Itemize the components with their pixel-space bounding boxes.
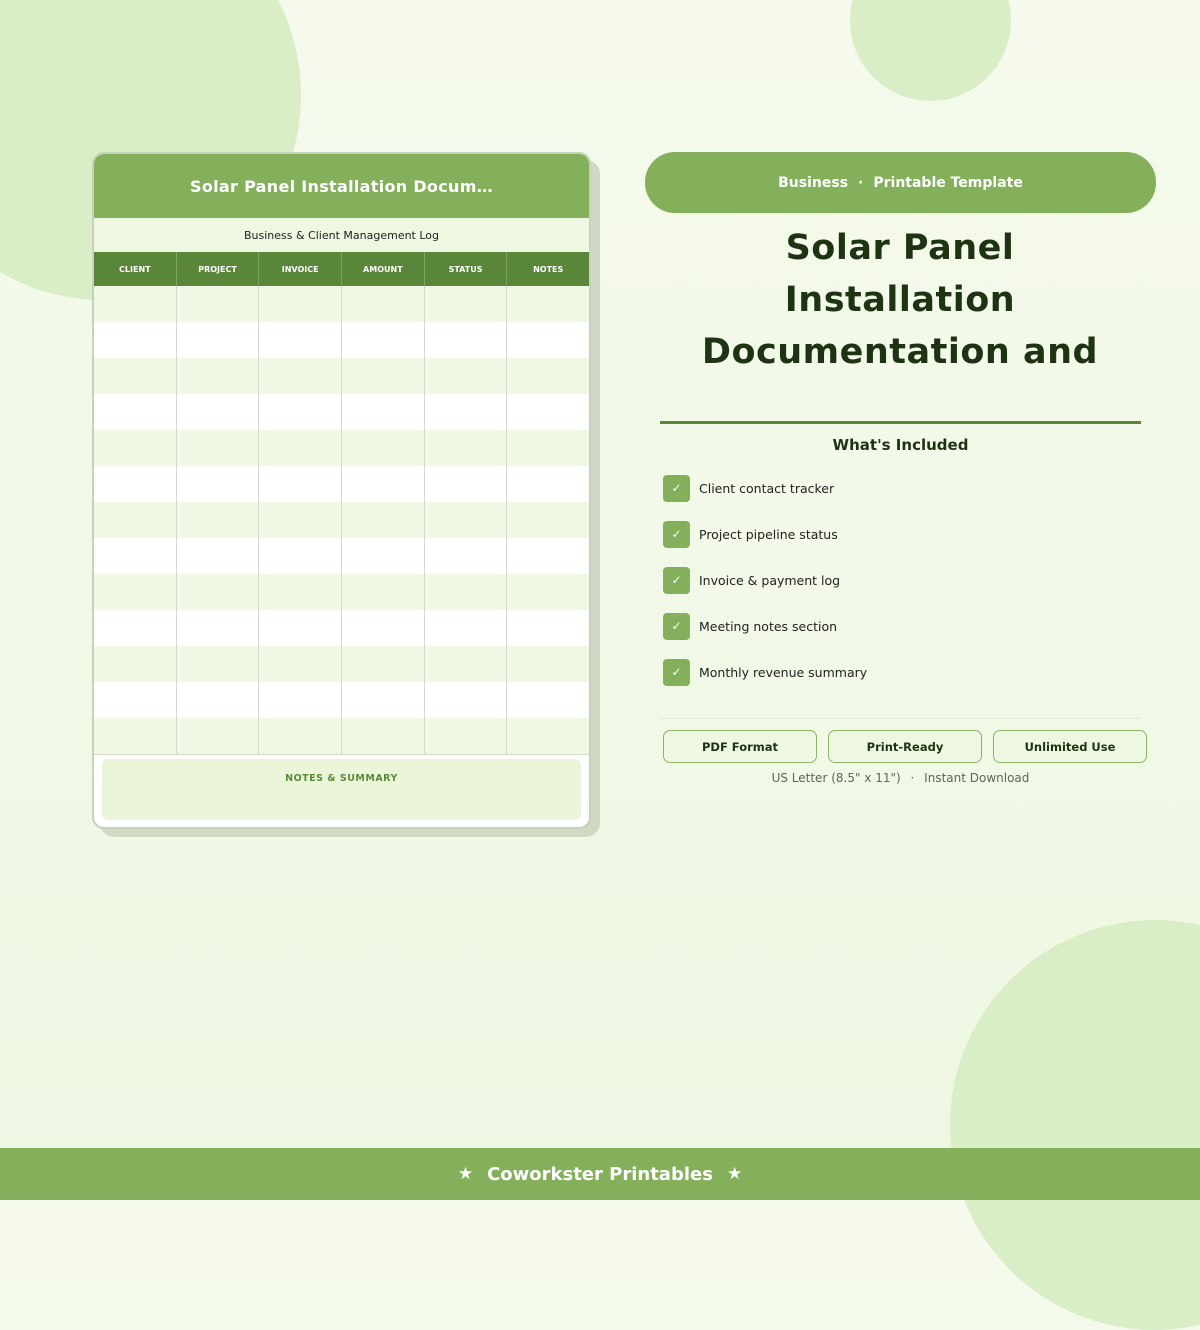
table-cell xyxy=(177,430,260,466)
table-cell xyxy=(259,322,342,358)
table-cell xyxy=(425,358,508,394)
table-cell xyxy=(425,502,508,538)
table-cell xyxy=(425,610,508,646)
feature-item xyxy=(663,612,867,640)
table-cell xyxy=(507,502,589,538)
checkmark-icon: ✓ xyxy=(663,475,690,502)
feature-item xyxy=(663,474,867,502)
table-cell xyxy=(177,358,260,394)
table-cell xyxy=(425,322,508,358)
table-cell xyxy=(425,574,508,610)
table-cell xyxy=(507,646,589,682)
feature-label: Meeting notes section xyxy=(699,618,838,634)
table-cell xyxy=(94,394,177,430)
brand-footer xyxy=(0,1148,1200,1200)
feature-badges xyxy=(663,730,1147,763)
checkmark-icon: ✓ xyxy=(663,613,690,640)
table-cell xyxy=(342,394,425,430)
feature-label: Project pipeline status xyxy=(699,526,838,542)
checkmark-icon: ✓ xyxy=(663,521,690,548)
table-cell xyxy=(94,430,177,466)
table-cell xyxy=(342,430,425,466)
table-row xyxy=(94,286,589,322)
table-cell xyxy=(425,430,508,466)
table-row xyxy=(94,574,589,610)
delivery-label: Instant Download xyxy=(924,771,1030,785)
table-cell xyxy=(177,574,260,610)
table-cell xyxy=(342,610,425,646)
table-row xyxy=(94,322,589,358)
table-header xyxy=(94,252,589,286)
section-divider xyxy=(660,421,1141,424)
table-cell xyxy=(425,646,508,682)
table-cell xyxy=(507,358,589,394)
table-cell xyxy=(259,574,342,610)
table-row xyxy=(94,358,589,394)
feature-item xyxy=(663,566,867,594)
table-cell xyxy=(342,286,425,322)
notes-section xyxy=(94,754,589,828)
checkmark-icon: ✓ xyxy=(663,659,690,686)
table-cell xyxy=(507,286,589,322)
brand-name: Coworkster Printables xyxy=(487,1163,713,1185)
table-row xyxy=(94,502,589,538)
template-preview-sheet xyxy=(92,152,591,829)
table-cell xyxy=(259,682,342,718)
table-cell xyxy=(507,538,589,574)
table-cell xyxy=(259,646,342,682)
table-cell xyxy=(507,430,589,466)
table-cell xyxy=(259,286,342,322)
table-row xyxy=(94,538,589,574)
table-cell xyxy=(259,538,342,574)
table-cell xyxy=(177,610,260,646)
sheet-title: Solar Panel Installation Docum… xyxy=(94,154,589,218)
table-row xyxy=(94,394,589,430)
star-icon: ★ xyxy=(726,1164,743,1184)
table-cell xyxy=(425,286,508,322)
column-header-project: PROJECT xyxy=(177,252,260,286)
table-row xyxy=(94,466,589,502)
decor-circle-top-right xyxy=(850,0,1011,101)
table-cell xyxy=(507,322,589,358)
table-cell xyxy=(507,466,589,502)
template-type-label: Printable Template xyxy=(873,174,1023,191)
table-cell xyxy=(94,538,177,574)
sheet-subtitle: Business & Client Management Log xyxy=(94,218,589,252)
table-cell xyxy=(259,718,342,754)
table-cell xyxy=(342,718,425,754)
category-label: Business xyxy=(778,174,849,191)
product-title-line-2: Installation xyxy=(784,280,1016,320)
table-cell xyxy=(177,286,260,322)
table-cell xyxy=(94,322,177,358)
whats-included-heading: What's Included xyxy=(832,436,969,454)
column-header-client: CLIENT xyxy=(94,252,177,286)
table-cell xyxy=(425,682,508,718)
badge-print-ready: Print-Ready xyxy=(828,730,982,763)
table-cell xyxy=(94,646,177,682)
table-cell xyxy=(342,358,425,394)
table-cell xyxy=(259,610,342,646)
table-cell xyxy=(507,610,589,646)
table-cell xyxy=(94,682,177,718)
table-cell xyxy=(342,538,425,574)
table-cell xyxy=(342,502,425,538)
feature-list xyxy=(663,474,867,704)
feature-label: Invoice & payment log xyxy=(699,572,841,588)
table-cell xyxy=(259,502,342,538)
table-cell xyxy=(259,358,342,394)
table-cell xyxy=(507,718,589,754)
table-cell xyxy=(425,538,508,574)
product-title-line-3: Documentation and xyxy=(701,332,1099,372)
table-cell xyxy=(425,394,508,430)
feature-label: Monthly revenue summary xyxy=(699,664,868,680)
column-header-invoice: INVOICE xyxy=(259,252,342,286)
table-cell xyxy=(94,358,177,394)
table-cell xyxy=(94,502,177,538)
table-cell xyxy=(342,574,425,610)
feature-item xyxy=(663,658,867,686)
paper-size-label: US Letter (8.5" x 11") xyxy=(771,771,901,785)
table-cell xyxy=(177,502,260,538)
table-cell xyxy=(507,682,589,718)
table-cell xyxy=(342,322,425,358)
badge-divider xyxy=(660,718,1141,719)
table-cell xyxy=(94,466,177,502)
notes-summary-box: NOTES & SUMMARY xyxy=(102,759,581,820)
table-row xyxy=(94,718,589,754)
star-icon: ★ xyxy=(457,1164,474,1184)
table-cell xyxy=(177,682,260,718)
table-cell xyxy=(259,394,342,430)
table-cell xyxy=(177,538,260,574)
table-row xyxy=(94,610,589,646)
format-info xyxy=(660,771,1141,785)
table-cell xyxy=(507,574,589,610)
table-cell xyxy=(177,394,260,430)
table-cell xyxy=(259,466,342,502)
table-cell xyxy=(94,286,177,322)
table-body xyxy=(94,286,589,754)
table-row xyxy=(94,646,589,682)
table-cell xyxy=(425,718,508,754)
table-cell xyxy=(425,466,508,502)
badge-pdf-format: PDF Format xyxy=(663,730,817,763)
product-title-line-1: Solar Panel xyxy=(785,228,1015,268)
pill-separator: · xyxy=(858,174,864,191)
table-cell xyxy=(342,682,425,718)
feature-label: Client contact tracker xyxy=(699,480,835,496)
category-pill xyxy=(645,152,1156,213)
checkmark-icon: ✓ xyxy=(663,567,690,594)
table-cell xyxy=(507,394,589,430)
table-cell xyxy=(94,610,177,646)
decor-circle-bottom-right xyxy=(950,920,1200,1330)
table-cell xyxy=(177,718,260,754)
feature-item xyxy=(663,520,867,548)
product-title xyxy=(650,222,1150,378)
table-row xyxy=(94,430,589,466)
column-header-status: STATUS xyxy=(425,252,508,286)
table-cell xyxy=(259,430,342,466)
table-row xyxy=(94,682,589,718)
format-separator: · xyxy=(910,771,915,785)
table-cell xyxy=(342,646,425,682)
table-cell xyxy=(94,718,177,754)
table-cell xyxy=(177,322,260,358)
table-cell xyxy=(342,466,425,502)
badge-unlimited-use: Unlimited Use xyxy=(993,730,1147,763)
column-header-amount: AMOUNT xyxy=(342,252,425,286)
table-cell xyxy=(177,466,260,502)
table-cell xyxy=(94,574,177,610)
column-header-notes: NOTES xyxy=(533,264,564,274)
table-cell xyxy=(177,646,260,682)
